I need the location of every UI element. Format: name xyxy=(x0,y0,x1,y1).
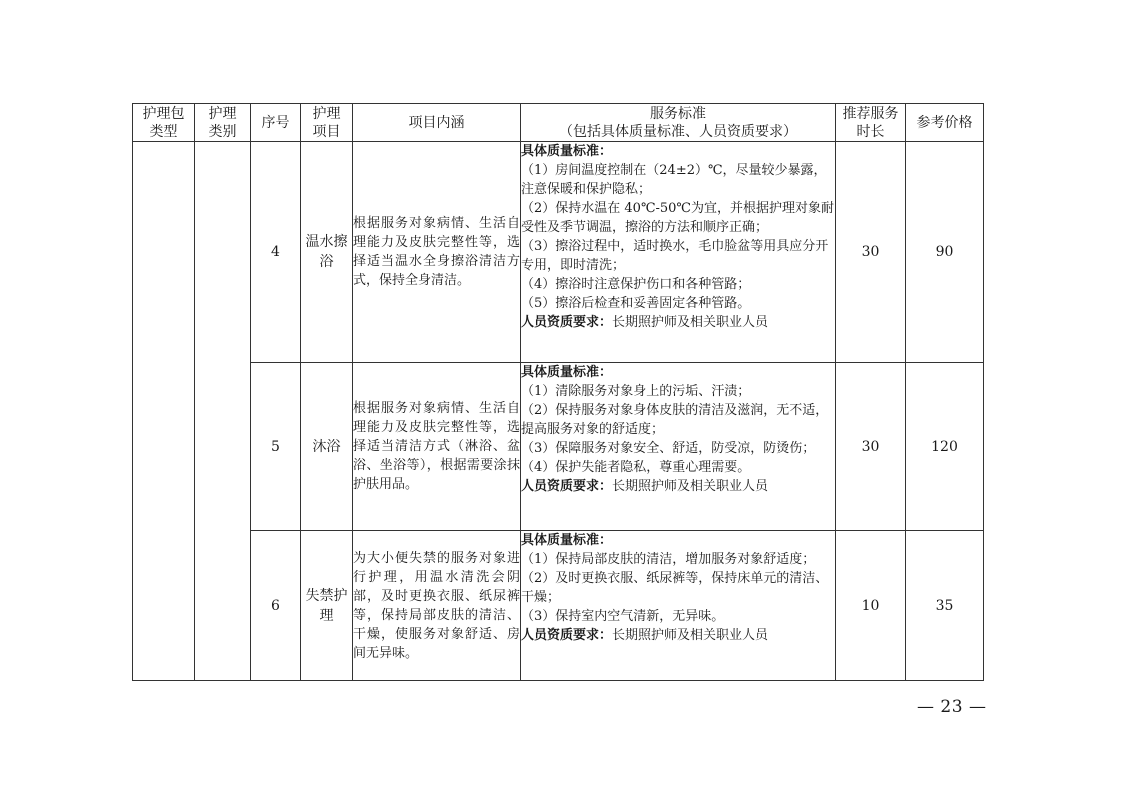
header-price: 参考价格 xyxy=(906,104,984,142)
header-care-category: 护理 类别 xyxy=(195,104,251,142)
quality-title: 具体质量标准： xyxy=(521,144,613,159)
table-row xyxy=(133,142,984,363)
price-cell: 35 xyxy=(906,531,984,681)
package-type-cell xyxy=(133,142,195,681)
standard-cell xyxy=(521,531,836,681)
content-cell: 根据服务对象病情、生活自理能力及皮肤完整性等，选择适当温水全身擦浴清洁方式，保持全身清洁。 xyxy=(353,142,521,363)
quality-item: （5）擦浴后检查和妥善固定各种管路。 xyxy=(521,296,751,311)
content-cell: 为大小便失禁的服务对象进行护理，用温水清洗会阴部，及时更换衣服、纸尿裤等，保持局部皮肤的清洁、干燥，使服务对象舒适、房间无异味。 xyxy=(353,531,521,681)
duration-cell: 10 xyxy=(836,531,906,681)
standard-cell xyxy=(521,363,836,531)
header-package-type: 护理包 类型 xyxy=(133,104,195,142)
content-cell: 根据服务对象病情、生活自理能力及皮肤完整性等，选择适当清洁方式（淋浴、盆浴、坐浴等），根据需要涂抹护肤用品。 xyxy=(353,363,521,531)
quality-item: （1）保持局部皮肤的清洁，增加服务对象舒适度； xyxy=(521,552,816,567)
page-number: — 23 — xyxy=(917,697,987,717)
staff-requirement: 长期照护师及相关职业人员 xyxy=(612,628,769,643)
staff-title: 人员资质要求： xyxy=(521,479,613,494)
quality-item: （2）保持水温在 40℃-50℃为宜，并根据护理对象耐受性及季节调温，擦浴的方法和顺序正确； xyxy=(521,201,834,235)
table-row xyxy=(133,531,984,681)
quality-item: （4）保护失能者隐私，尊重心理需要。 xyxy=(521,460,751,475)
quality-item: （2）及时更换衣服、纸尿裤等，保持床单元的清洁、干燥； xyxy=(521,571,829,605)
staff-title: 人员资质要求： xyxy=(521,315,613,330)
duration-cell: 30 xyxy=(836,363,906,531)
item-cell: 温水擦浴 xyxy=(301,142,353,363)
header-seq: 序号 xyxy=(251,104,301,142)
header-row xyxy=(133,104,984,142)
quality-item: （2）保持服务对象身体皮肤的清洁及滋润，无不适，提高服务对象的舒适度； xyxy=(521,403,829,437)
item-cell: 失禁护理 xyxy=(301,531,353,681)
price-cell: 90 xyxy=(906,142,984,363)
quality-item: （3）擦浴过程中，适时换水，毛巾脸盆等用具应分开专用，即时清洗； xyxy=(521,239,829,273)
standard-cell xyxy=(521,142,836,363)
duration-cell: 30 xyxy=(836,142,906,363)
quality-item: （1）房间温度控制在（24±2）℃，尽量较少暴露，注意保暖和保护隐私； xyxy=(521,163,827,197)
quality-item: （1）清除服务对象身上的污垢、汗渍； xyxy=(521,384,751,399)
seq-cell: 6 xyxy=(251,531,301,681)
staff-requirement: 长期照护师及相关职业人员 xyxy=(612,479,769,494)
item-cell: 沐浴 xyxy=(301,363,353,531)
quality-item: （3）保障服务对象安全、舒适，防受凉，防烫伤； xyxy=(521,441,816,456)
care-service-table xyxy=(132,103,984,681)
quality-item: （4）擦浴时注意保护伤口和各种管路； xyxy=(521,277,751,292)
seq-cell: 4 xyxy=(251,142,301,363)
header-content: 项目内涵 xyxy=(353,104,521,142)
quality-title: 具体质量标准： xyxy=(521,533,613,548)
table-row xyxy=(133,363,984,531)
quality-title: 具体质量标准： xyxy=(521,365,613,380)
header-duration: 推荐服务 时长 xyxy=(836,104,906,142)
quality-item: （3）保持室内空气清新，无异味。 xyxy=(521,609,725,624)
header-standard: 服务标准 （包括具体质量标准、人员资质要求） xyxy=(521,104,836,142)
staff-requirement: 长期照护师及相关职业人员 xyxy=(612,315,769,330)
price-cell: 120 xyxy=(906,363,984,531)
staff-title: 人员资质要求： xyxy=(521,628,613,643)
seq-cell: 5 xyxy=(251,363,301,531)
care-category-cell xyxy=(195,142,251,681)
header-item: 护理 项目 xyxy=(301,104,353,142)
